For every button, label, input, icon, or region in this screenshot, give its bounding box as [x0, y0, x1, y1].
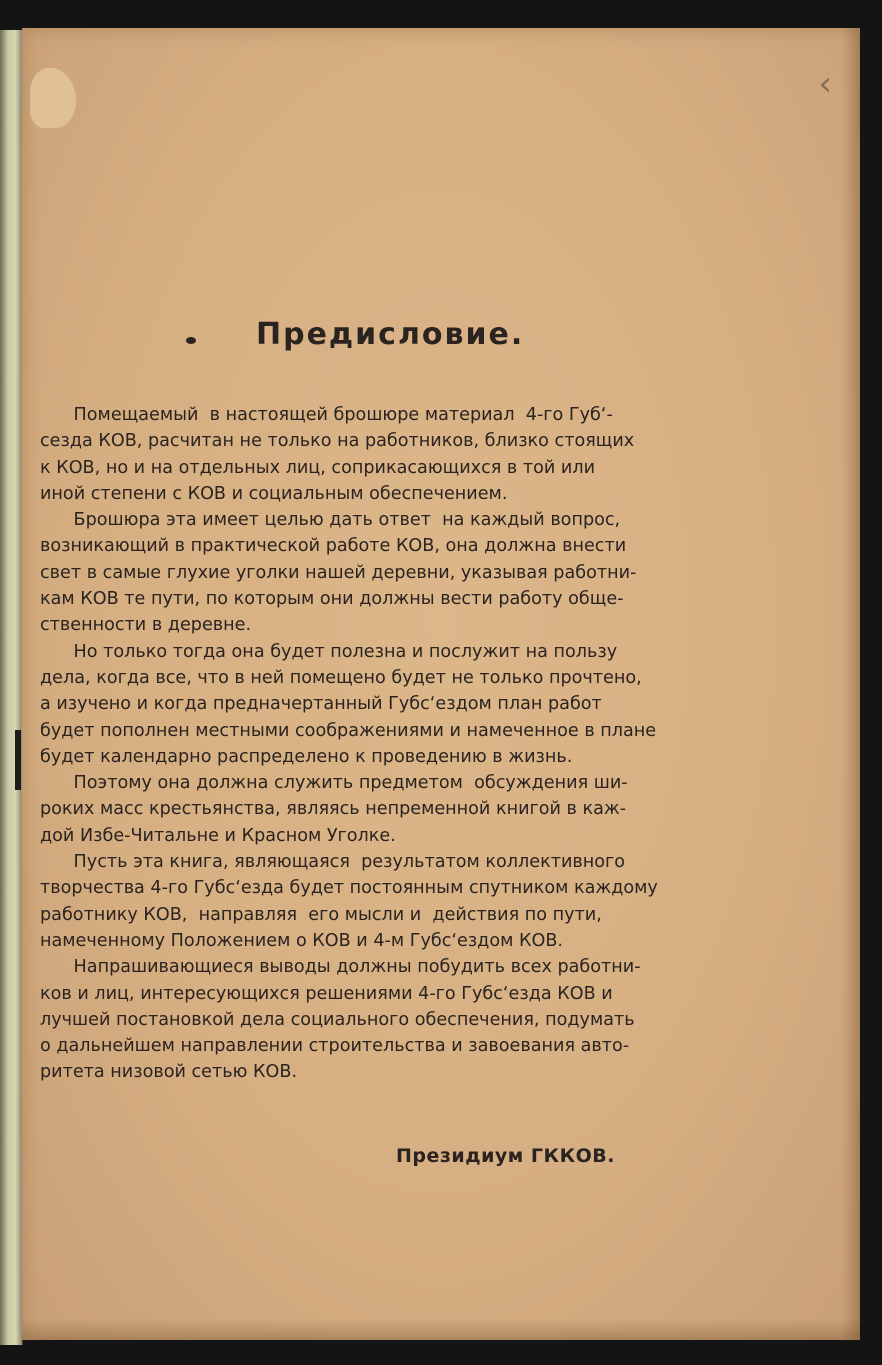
page-shadow-right: [842, 28, 860, 1340]
text-line: Но только тогда она будет полезна и послужит на пользу: [40, 641, 618, 662]
text-line: ственности в деревне.: [40, 615, 252, 636]
paragraph-2: [40, 507, 748, 638]
text-line: сезда КОВ, расчитан не только на работников, близко стоящиx: [40, 431, 635, 452]
text-line: будет календарно распределено к проведению в жизнь.: [40, 746, 573, 767]
paragraph-6: [40, 954, 748, 1085]
text-line: творчества 4-го Губс‘езда будет постоянным спутником каждому: [40, 878, 658, 899]
adjacent-page-edge: [0, 30, 23, 1345]
torn-corner: [30, 68, 76, 128]
document-page: [22, 28, 860, 1340]
text-line: Помещаемый в настоящей брошюре материал 4-го Губ‘-: [40, 405, 613, 425]
bullet-icon: [186, 337, 196, 344]
paragraph-3: [40, 639, 748, 770]
binding-clip: [15, 730, 21, 790]
paragraph-4: [40, 770, 748, 849]
text-line: ков и лиц, интересующихся решениями 4-го Губс‘езда КОВ и: [40, 983, 613, 1004]
text-line: Пусть эта книга, являющаяся результатом коллективного: [40, 852, 626, 873]
text-line: дела, когда все, что в ней помещено будет не только прочтено,: [40, 667, 642, 688]
text-line: Напрашивающиеся выводы должны побудить всех работни-: [40, 957, 641, 978]
paragraph-5: [40, 849, 748, 954]
text-line: Поэтому она должна служить предметом обсуждения ши-: [40, 773, 628, 794]
text-line: роких масс крестьянства, являясь непременной книгой в каж-: [40, 799, 627, 820]
title-row: [22, 313, 860, 363]
text-line: ритета низовой сетью КОВ.: [40, 1062, 298, 1083]
text-line: работнику КОВ, направляя его мысли и действия по пути,: [40, 904, 602, 925]
page-title: Предисловие.: [256, 317, 525, 352]
paragraph-1: [40, 402, 748, 507]
page-edge-mark: ‹: [818, 64, 832, 104]
text-line: о дальнейшем направлении строительства и завоевания авто-: [40, 1036, 630, 1057]
text-line: будет пополнен местными соображениями и намеченное в плане: [40, 720, 657, 741]
text-line: а изучено и когда предначертанный Губс‘ездом план работ: [40, 694, 602, 715]
text-line: лучшей постановкой дела социального обеспечения, подумать: [40, 1009, 635, 1030]
text-line: Брошюра эта имеет целью дать ответ на каждый вопрос,: [40, 510, 621, 531]
page-shadow-bottom: [22, 1318, 860, 1340]
text-line: иной степени с КОВ и социальным обеспечением.: [40, 483, 508, 504]
text-line: свет в самые глухие уголки нашей деревни, указывая работни-: [40, 562, 637, 583]
text-line: возникающий в практической работе КОВ, она должна внести: [40, 536, 627, 557]
text-line: кам КОВ те пути, по которым они должны вести работу обще-: [40, 589, 624, 610]
text-line: дой Избе-Читальне и Красном Уголке.: [40, 825, 396, 846]
preface-body: [40, 402, 748, 1086]
text-line: к КОВ, но и на отдельных лиц, соприкасающихся в той или: [40, 457, 596, 478]
signature: Президиум ГККОВ.: [396, 1145, 615, 1167]
text-line: намеченному Положением о КОВ и 4-м Губс‘ездом КОВ.: [40, 930, 563, 951]
